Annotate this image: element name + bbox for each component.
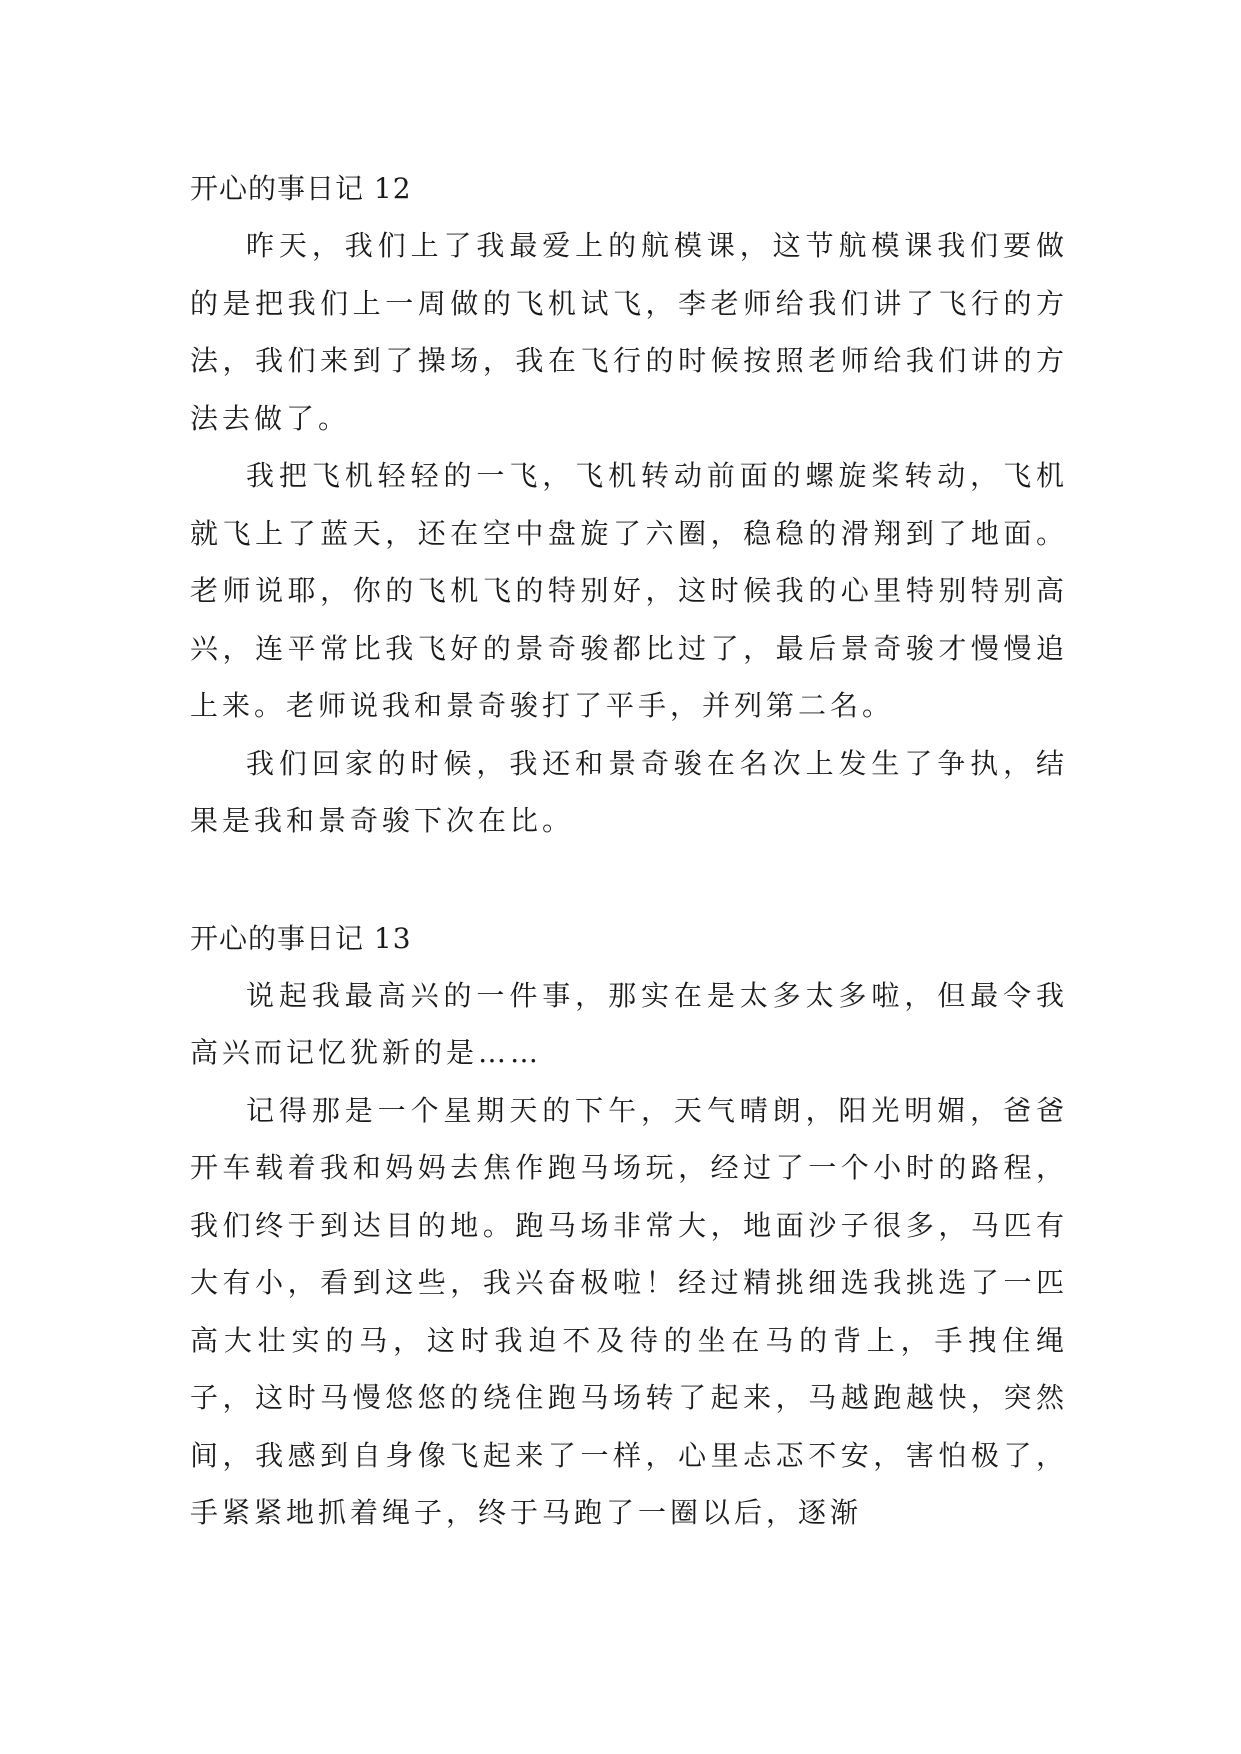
entry-paragraph: 记得那是一个星期天的下午，天气晴朗，阳光明媚，爸爸开车载着我和妈妈去焦作跑马场玩，经过了一个小时的路程，我们终于到达目的地。跑马场非常大，地面沙子很多，马匹有大有小，看到这些，我兴奋极啦！经过精挑细选我挑选了一匹高大壮实的马，这时我迫不及待的坐在马的背上，手拽住绳子，这时马慢悠悠的绕住跑马场转了起来，马越跑越快，突然间，我感到自身像飞起来了一样，心里忐忑不安，害怕极了，手紧紧地抓着绳子，终于马跑了一圈以后，逐渐 <box>190 1093 1068 1529</box>
entry-paragraph: 说起我最高兴的一件事，那实在是太多太多啦，但最令我高兴而记忆犹新的是…… <box>190 978 1068 1069</box>
entry-paragraph: 昨天，我们上了我最爱上的航模课，这节航模课我们要做的是把我们上一周做的飞机试飞，李老师给我们讲了飞行的方法，我们来到了操场，我在飞行的时候按照老师给我们讲的方法去做了。 <box>190 229 1068 435</box>
diary-entry-13 <box>190 910 1068 1542</box>
diary-entry-12 <box>190 160 1068 850</box>
entry-paragraph: 我们回家的时候，我还和景奇骏在名次上发生了争执，结果是我和景奇骏下次在比。 <box>190 746 1068 837</box>
entry-paragraph: 我把飞机轻轻的一飞，飞机转动前面的螺旋桨转动，飞机就飞上了蓝天，还在空中盘旋了六圈，稳稳的滑翔到了地面。老师说耶，你的飞机飞的特别好，这时候我的心里特别特别高兴，连平常比我飞好的景奇骏都比过了，最后景奇骏才慢慢追上来。老师说我和景奇骏打了平手，并列第二名。 <box>190 459 1068 722</box>
document-body <box>190 160 1068 1542</box>
entry-title: 开心的事日记 12 <box>190 172 412 205</box>
entry-title: 开心的事日记 13 <box>190 921 412 955</box>
